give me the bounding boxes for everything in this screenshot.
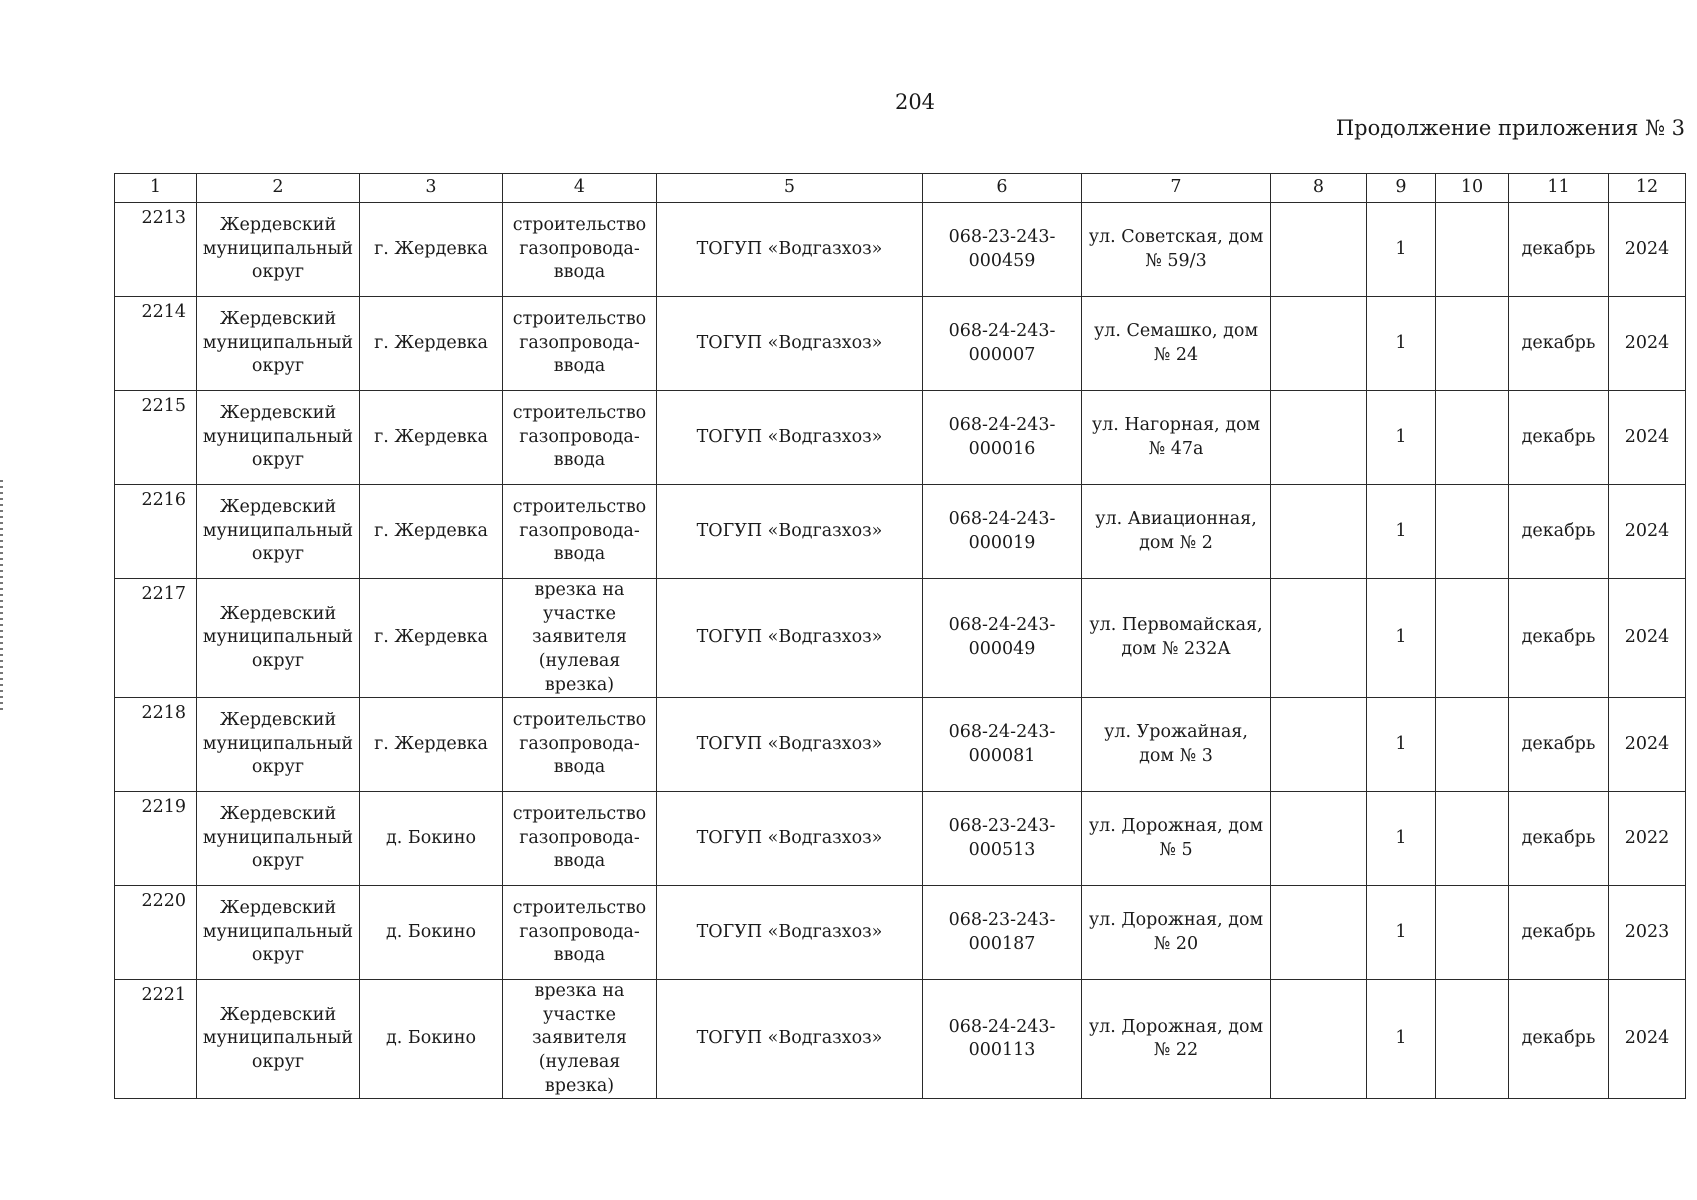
table-row [115,980,1686,1099]
count-cell: 1 [1367,391,1436,485]
address-cell: ул. Авиационная, дом № 2 [1082,485,1271,579]
address-cell: ул. Советская, дом № 59/3 [1082,203,1271,297]
scan-edge-artifact [0,480,3,710]
column-8-cell [1271,886,1367,980]
work-type-cell: строительство газопровода- ввода [503,203,657,297]
column-10-cell [1436,391,1509,485]
application-code-cell: 068-23-243- 000187 [923,886,1082,980]
year-cell: 2024 [1609,297,1686,391]
column-header: 7 [1082,174,1271,203]
year-cell: 2024 [1609,485,1686,579]
column-header: 12 [1609,174,1686,203]
locality-cell: г. Жердевка [360,297,503,391]
column-8-cell [1271,980,1367,1099]
month-cell: декабрь [1509,980,1609,1099]
work-type-cell: врезка на участке заявителя (нулевая врезка) [503,980,657,1099]
application-code-cell: 068-24-243- 000019 [923,485,1082,579]
column-header: 3 [360,174,503,203]
column-header: 11 [1509,174,1609,203]
table-row [115,297,1686,391]
table-row [115,886,1686,980]
column-header: 9 [1367,174,1436,203]
locality-cell: г. Жердевка [360,485,503,579]
organization-cell: ТОГУП «Водгазхоз» [657,792,923,886]
page-number: 204 [894,90,936,114]
column-8-cell [1271,203,1367,297]
column-10-cell [1436,980,1509,1099]
registry-table [114,173,1686,1099]
row-number-cell: 2214 [115,297,197,391]
column-8-cell [1271,698,1367,792]
column-8-cell [1271,579,1367,698]
locality-cell: г. Жердевка [360,391,503,485]
organization-cell: ТОГУП «Водгазхоз» [657,203,923,297]
locality-cell: г. Жердевка [360,579,503,698]
month-cell: декабрь [1509,485,1609,579]
year-cell: 2023 [1609,886,1686,980]
address-cell: ул. Урожайная, дом № 3 [1082,698,1271,792]
row-number-cell: 2215 [115,391,197,485]
organization-cell: ТОГУП «Водгазхоз» [657,485,923,579]
locality-cell: д. Бокино [360,792,503,886]
application-code-cell: 068-24-243- 000049 [923,579,1082,698]
year-cell: 2024 [1609,391,1686,485]
application-code-cell: 068-24-243- 000007 [923,297,1082,391]
organization-cell: ТОГУП «Водгазхоз» [657,886,923,980]
count-cell: 1 [1367,297,1436,391]
district-cell: Жердевский муниципальный округ [197,297,360,391]
work-type-cell: строительство газопровода- ввода [503,698,657,792]
column-8-cell [1271,792,1367,886]
locality-cell: д. Бокино [360,980,503,1099]
table-row [115,203,1686,297]
district-cell: Жердевский муниципальный округ [197,886,360,980]
locality-cell: г. Жердевка [360,203,503,297]
row-number-cell: 2221 [115,980,197,1099]
month-cell: декабрь [1509,203,1609,297]
table-row [115,485,1686,579]
application-code-cell: 068-24-243- 000016 [923,391,1082,485]
application-code-cell: 068-23-243- 000513 [923,792,1082,886]
registry-body [115,203,1686,1099]
locality-cell: г. Жердевка [360,698,503,792]
work-type-cell: строительство газопровода- ввода [503,886,657,980]
month-cell: декабрь [1509,886,1609,980]
table-row [115,698,1686,792]
column-header: 5 [657,174,923,203]
district-cell: Жердевский муниципальный округ [197,485,360,579]
address-cell: ул. Дорожная, дом № 5 [1082,792,1271,886]
row-number-cell: 2217 [115,579,197,698]
month-cell: декабрь [1509,792,1609,886]
district-cell: Жердевский муниципальный округ [197,391,360,485]
month-cell: декабрь [1509,698,1609,792]
address-cell: ул. Дорожная, дом № 22 [1082,980,1271,1099]
row-number-cell: 2219 [115,792,197,886]
application-code-cell: 068-24-243- 000081 [923,698,1082,792]
column-10-cell [1436,579,1509,698]
column-10-cell [1436,886,1509,980]
year-cell: 2024 [1609,579,1686,698]
work-type-cell: строительство газопровода- ввода [503,391,657,485]
address-cell: ул. Нагорная, дом № 47а [1082,391,1271,485]
table-row [115,579,1686,698]
district-cell: Жердевский муниципальный округ [197,203,360,297]
row-number-cell: 2216 [115,485,197,579]
table-row [115,792,1686,886]
column-8-cell [1271,485,1367,579]
month-cell: декабрь [1509,391,1609,485]
address-cell: ул. Дорожная, дом № 20 [1082,886,1271,980]
count-cell: 1 [1367,698,1436,792]
column-10-cell [1436,485,1509,579]
work-type-cell: строительство газопровода- ввода [503,297,657,391]
count-cell: 1 [1367,980,1436,1099]
year-cell: 2022 [1609,792,1686,886]
count-cell: 1 [1367,203,1436,297]
year-cell: 2024 [1609,980,1686,1099]
application-code-cell: 068-23-243- 000459 [923,203,1082,297]
year-cell: 2024 [1609,698,1686,792]
column-header: 10 [1436,174,1509,203]
count-cell: 1 [1367,579,1436,698]
column-10-cell [1436,203,1509,297]
column-number-row [115,174,1686,203]
count-cell: 1 [1367,485,1436,579]
organization-cell: ТОГУП «Водгазхоз» [657,297,923,391]
continuation-label: Продолжение приложения № 3 [1335,116,1685,140]
column-header: 6 [923,174,1082,203]
column-header: 2 [197,174,360,203]
locality-cell: д. Бокино [360,886,503,980]
column-8-cell [1271,391,1367,485]
column-header: 4 [503,174,657,203]
organization-cell: ТОГУП «Водгазхоз» [657,698,923,792]
table-row [115,391,1686,485]
row-number-cell: 2220 [115,886,197,980]
count-cell: 1 [1367,792,1436,886]
row-number-cell: 2213 [115,203,197,297]
application-code-cell: 068-24-243- 000113 [923,980,1082,1099]
district-cell: Жердевский муниципальный округ [197,792,360,886]
work-type-cell: врезка на участке заявителя (нулевая врезка) [503,579,657,698]
address-cell: ул. Семашко, дом № 24 [1082,297,1271,391]
organization-cell: ТОГУП «Водгазхоз» [657,579,923,698]
district-cell: Жердевский муниципальный округ [197,980,360,1099]
month-cell: декабрь [1509,579,1609,698]
district-cell: Жердевский муниципальный округ [197,579,360,698]
month-cell: декабрь [1509,297,1609,391]
column-10-cell [1436,698,1509,792]
address-cell: ул. Первомайская, дом № 232А [1082,579,1271,698]
organization-cell: ТОГУП «Водгазхоз» [657,391,923,485]
column-10-cell [1436,792,1509,886]
column-header: 8 [1271,174,1367,203]
district-cell: Жердевский муниципальный округ [197,698,360,792]
column-10-cell [1436,297,1509,391]
organization-cell: ТОГУП «Водгазхоз» [657,980,923,1099]
row-number-cell: 2218 [115,698,197,792]
count-cell: 1 [1367,886,1436,980]
column-8-cell [1271,297,1367,391]
work-type-cell: строительство газопровода- ввода [503,792,657,886]
column-header: 1 [115,174,197,203]
year-cell: 2024 [1609,203,1686,297]
work-type-cell: строительство газопровода- ввода [503,485,657,579]
